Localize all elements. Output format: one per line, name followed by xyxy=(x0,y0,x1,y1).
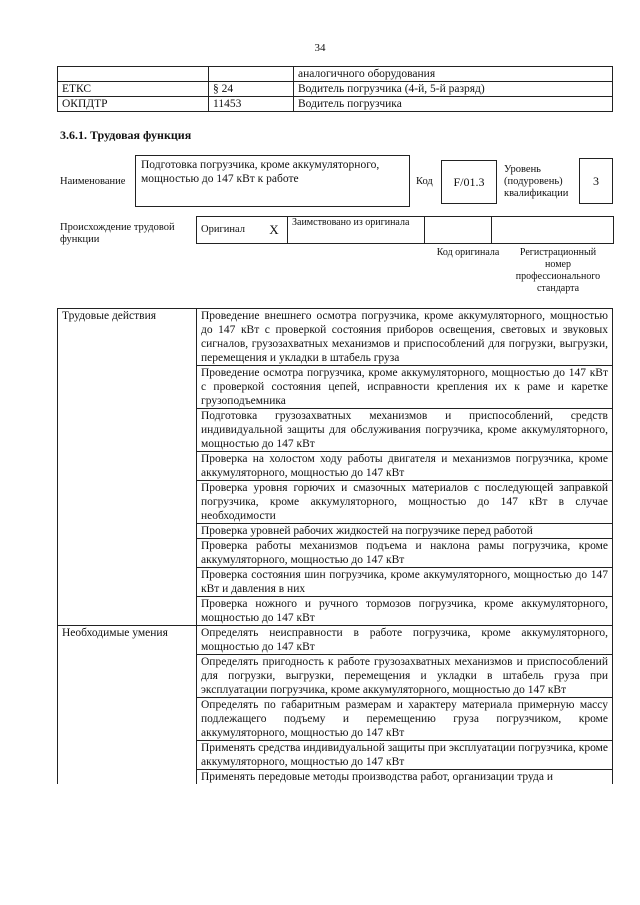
classifier-row xyxy=(58,82,613,97)
level-label: Уровень (подуровень) квалификации xyxy=(504,164,569,199)
action-item: Проведение осмотра погрузчика, кроме аккумуляторного, мощностью до 147 кВт с проверкой состояния цепей, исправности крепления их к раме и каретке грузоподъемника xyxy=(197,366,613,409)
action-item: Проверка состояния шин погрузчика, кроме аккумуляторного, мощностью до 147 кВт и давления в них xyxy=(197,568,613,597)
level-box xyxy=(579,158,613,204)
skill-item: Применять передовые методы производства работ, организации труда и xyxy=(197,770,613,785)
code-label: Код xyxy=(416,176,433,187)
level-value: 3 xyxy=(593,174,599,188)
classifier-cell: ОКПДТР xyxy=(58,97,209,112)
table-row xyxy=(58,309,613,366)
function-name-box xyxy=(135,155,410,207)
action-item: Проведение внешнего осмотра погрузчика, кроме аккумуляторного, мощностью до 147 кВт с проверкой состояния приборов освещения, световых и звуковых сигналов, грузозахватных механизмов и приспособлений для погрузки, выгрузки, перемещения и укладки в штабель груза xyxy=(197,309,613,366)
skill-item: Определять по габаритным размерам и характеру материала примерную массу подлежащего подъему и перемещению груза погрузчиком, кроме аккумуляторного, мощностью до 147 кВт xyxy=(197,698,613,741)
action-item: Проверка уровня горючих и смазочных материалов с последующей заправкой погрузчика, кроме аккумуляторного, мощностью до 147 кВт в случае необходимости xyxy=(197,481,613,524)
code-box xyxy=(441,160,497,204)
action-item: Подготовка грузозахватных механизмов и приспособлений, средств индивидуальной защиты для обслуживания погрузчика, кроме аккумуляторного, мощностью до 147 кВт xyxy=(197,409,613,452)
classifier-cell: Водитель погрузчика xyxy=(294,97,613,112)
classifier-cell: аналогичного оборудования xyxy=(294,67,613,82)
section-title: 3.6.1. Трудовая функция xyxy=(60,128,192,142)
reg-number-cell xyxy=(492,217,614,244)
page-number: 34 xyxy=(314,42,326,54)
classifier-cell xyxy=(209,67,294,82)
origin-table xyxy=(196,216,614,244)
reg-number-caption: Регистрационный номер профессионального стандарта xyxy=(515,247,601,294)
function-name-value: Подготовка погрузчика, кроме аккумуляторного, мощностью до 147 кВт к работе xyxy=(141,159,380,185)
classifier-cell: ЕТКС xyxy=(58,82,209,97)
skill-item: Определять пригодность к работе грузозахватных механизмов и приспособлений для погрузки, выгрузки, перемещения и укладки в штабель груза при эксплуатации погрузчика, кроме аккумуляторного, мощностью до 147 кВт xyxy=(197,655,613,698)
action-item: Проверка уровней рабочих жидкостей на погрузчике перед работой xyxy=(197,524,613,539)
classifier-row xyxy=(58,97,613,112)
borrowed-label: Заимствовано из оригинала xyxy=(288,217,425,244)
action-item: Проверка работы механизмов подъема и наклона рамы погрузчика, кроме аккумуляторного, мощностью до 147 кВт xyxy=(197,539,613,568)
section-title-skills: Необходимые умения xyxy=(58,626,197,785)
origin-label: Происхождение трудовой функции xyxy=(60,222,175,245)
classifier-cell: Водитель погрузчика (4-й, 5-й разряд) xyxy=(294,82,613,97)
classifier-row xyxy=(58,67,613,82)
skill-item: Определять неисправности в работе погрузчика, кроме аккумуляторного, мощностью до 147 кВт xyxy=(197,626,613,655)
skill-item: Применять средства индивидуальной защиты при эксплуатации погрузчика, кроме аккумуляторного, мощностью до 147 кВт xyxy=(197,741,613,770)
section-title-actions: Трудовые действия xyxy=(58,309,197,626)
code-original-cell xyxy=(425,217,492,244)
classifier-cell: 11453 xyxy=(209,97,294,112)
function-details-table xyxy=(57,308,613,784)
name-label: Наименование xyxy=(60,176,126,187)
action-item: Проверка на холостом ходу работы двигателя и механизмов погрузчика, кроме аккумуляторного, мощностью до 147 кВт xyxy=(197,452,613,481)
original-mark: X xyxy=(261,217,288,244)
classifier-cell: § 24 xyxy=(209,82,294,97)
origin-row xyxy=(197,217,614,244)
original-label: Оригинал xyxy=(197,217,262,244)
code-value: F/01.3 xyxy=(453,175,485,189)
classifier-cell xyxy=(58,67,209,82)
classifier-table xyxy=(57,66,613,112)
action-item: Проверка ножного и ручного тормозов погрузчика, кроме аккумуляторного, мощностью до 147 кВт xyxy=(197,597,613,626)
table-row xyxy=(58,626,613,655)
code-original-caption: Код оригинала xyxy=(436,247,500,258)
